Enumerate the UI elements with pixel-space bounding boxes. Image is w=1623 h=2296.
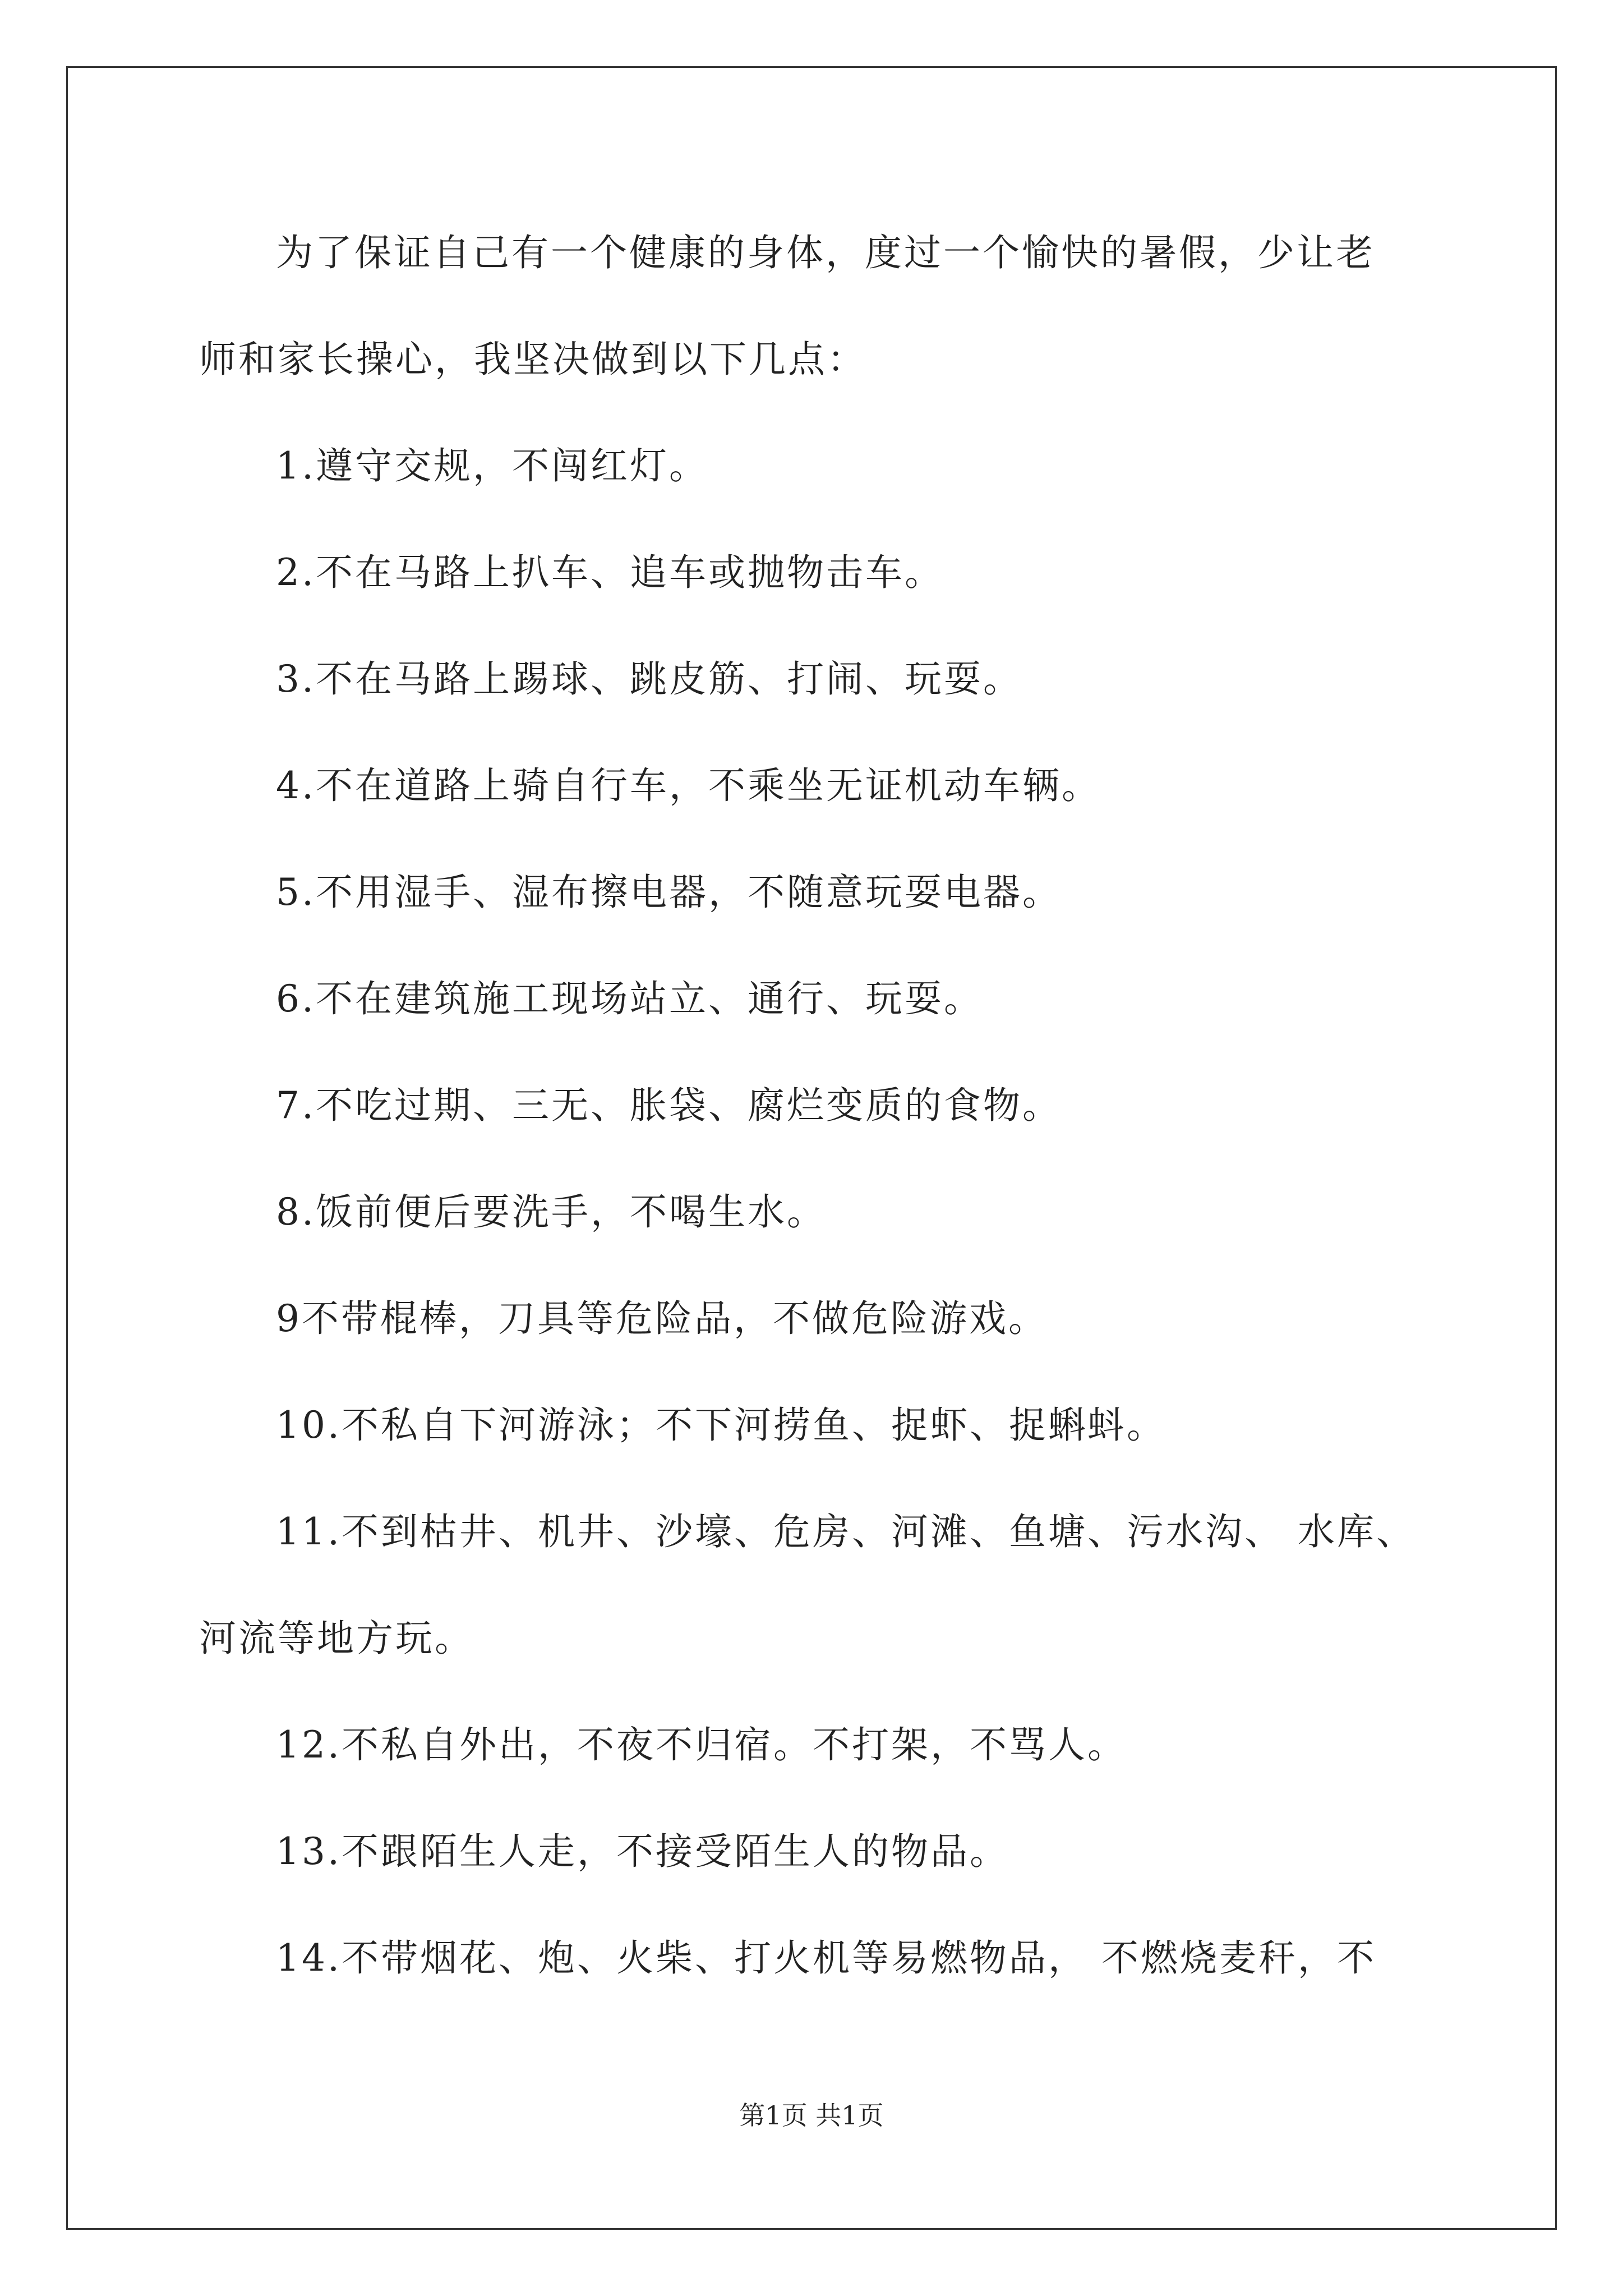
list-item-2: 2.不在马路上扒车、追车或抛物击车。 [276,551,944,594]
list-item-13: 13.不跟陌生人走，不接受陌生人的物品。 [276,1830,1009,1873]
list-item-1: 1.遵守交规，不闯红灯。 [276,444,708,487]
list-item-8: 8.饭前便后要洗手，不喝生水。 [276,1190,826,1234]
list-item-11-line-1: 11.不到枯井、机井、沙壕、危房、河滩、鱼塘、污水沟、 水库、 [276,1510,1415,1553]
list-item-7: 7.不吃过期、三无、胀袋、腐烂变质的食物。 [276,1084,1062,1127]
list-item-10: 10.不私自下河游泳；不下河捞鱼、捉虾、捉蝌蚪。 [276,1404,1166,1447]
list-item-5: 5.不用湿手、湿布擦电器，不随意玩耍电器。 [276,871,1062,914]
list-item-3: 3.不在马路上踢球、跳皮筋、打闹、玩耍。 [276,657,1022,701]
list-item-9: 9不带棍棒，刀具等危险品，不做危险游戏。 [276,1297,1048,1340]
paragraph-intro-line-2: 师和家长操心，我坚决做到以下几点： [199,338,866,381]
list-item-4: 4.不在道路上骑自行车，不乘坐无证机动车辆。 [276,764,1101,807]
list-item-14: 14.不带烟花、炮、火柴、打火机等易燃物品， 不燃烧麦秆，不 [276,1936,1376,1980]
page-border [66,66,1557,2230]
list-item-11-line-2: 河流等地方玩。 [199,1617,474,1660]
page-footer: 第1页 共1页 [739,2100,884,2131]
paragraph-intro-line-1: 为了保证自己有一个健康的身体，度过一个愉快的暑假，少让老 [276,231,1375,274]
list-item-6: 6.不在建筑施工现场站立、通行、玩耍。 [276,977,983,1020]
list-item-12: 12.不私自外出，不夜不归宿。不打架，不骂人。 [276,1723,1127,1766]
